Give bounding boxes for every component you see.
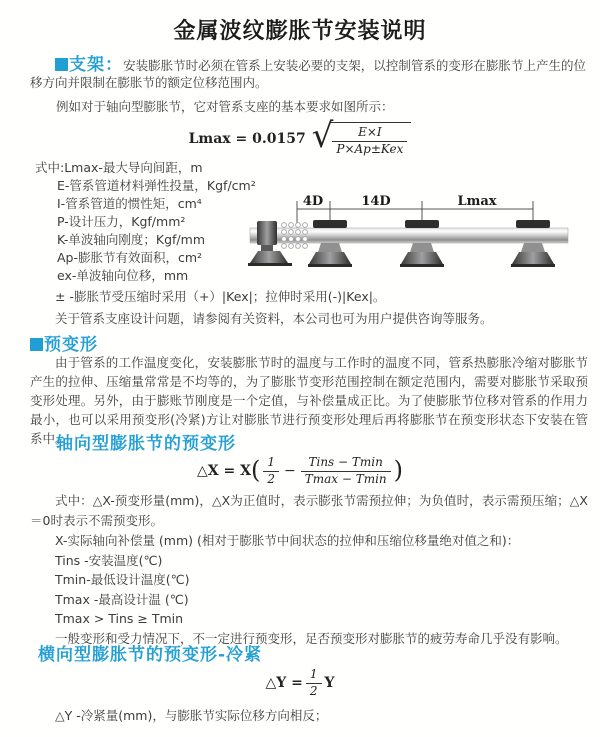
lateral-formula bbox=[0, 668, 600, 699]
definition-list bbox=[35, 159, 256, 285]
predeform-section-heading-row bbox=[30, 330, 98, 355]
support-section-heading: 支架： bbox=[69, 55, 124, 75]
support-intro-text: 安装膨胀节时必须在管系上安装必要的支架，以控制管系的变形在膨胀节上产生的位移方向并限制在膨胀节的额定位移范围内。 bbox=[30, 58, 587, 90]
predeform-section-heading: 预变形 bbox=[44, 335, 98, 355]
pipe-support-diagram bbox=[248, 192, 583, 284]
axial-formula-lhs: △X = X bbox=[196, 463, 251, 480]
page-title: 金属波纹膨胀节安装说明 bbox=[173, 19, 427, 44]
predeform-paragraph: 由于管系的工作温度变化，安装膨胀节时的温度与工作时的温度不同，管系热膨胀冷缩对膨胀节产生的拉伸、压缩量常常是不均等的，为了膨胀节变形范围控制在额定范围内，需要对膨胀节采取预变形处理。另外，由于膨账节刚度是一个定值，与补偿量成正比。为了使膨胀节位移对管系的作用力最小，也可以采用预变形(冷紧)方让对膨胀节进行预变形处理后再将膨胀节在预变形状态下安装在管系中。 bbox=[30, 355, 588, 446]
half-fraction bbox=[263, 456, 279, 487]
close-paren: ) bbox=[393, 456, 404, 485]
minus-sign: − bbox=[283, 463, 296, 480]
guide-support bbox=[308, 220, 352, 267]
axial-explain: 式中：△X-预变形量(mm)，△X为正值时，表示膨张节需预拉伸；为负值时，表示需预压缩；△X＝0时表示不需预变形。 bbox=[30, 493, 588, 528]
radical bbox=[311, 116, 412, 157]
axial-item: X-实际轴向补偿量 (mm) (相对于膨胀节中间状态的拉伸和压缩位移量绝对值之和)： bbox=[55, 533, 520, 548]
consult-note: 关于管系支座设计问题，请参阅有关资料，本公司也可为用户提供咨询等服务。 bbox=[55, 311, 493, 326]
axial-item: Tmin-最低设计温度(℃) bbox=[55, 572, 190, 587]
temp-numerator: Tins − Tmin bbox=[301, 456, 391, 472]
lmax-formula-numerator: E×I bbox=[332, 126, 407, 142]
sign-note: ± -膨胀节受压缩时采用（+）|Kex|；拉伸时采用(-)|Kex|。 bbox=[55, 289, 386, 304]
axial-item: Tmax > Tins ≥ Tmin bbox=[55, 611, 184, 626]
half-numerator: 1 bbox=[263, 456, 279, 472]
dimension-label-4d: 4D bbox=[302, 194, 324, 209]
definition-item: 式中:Lmax-最大导向间距，m bbox=[35, 160, 203, 175]
section-marker-icon bbox=[30, 338, 43, 351]
axial-item-list bbox=[55, 531, 568, 648]
definition-item: ex-单波轴向位移，mm bbox=[57, 268, 189, 283]
definition-item: P-设计压力，Kgf/mm² bbox=[57, 214, 186, 229]
guide-support bbox=[511, 220, 555, 267]
axial-formula bbox=[0, 456, 600, 487]
section-marker-icon bbox=[55, 58, 68, 71]
sqrt-sign: √ bbox=[311, 116, 334, 156]
lateral-subheading: 横向型膨胀节的预变形-冷紧 bbox=[38, 645, 263, 665]
lateral-formula-rhs: Y bbox=[324, 675, 335, 692]
half-denominator: 2 bbox=[309, 683, 318, 698]
half-fraction bbox=[306, 668, 322, 699]
open-paren: ( bbox=[250, 456, 261, 485]
axial-subheading: 轴向型膨胀节的预变形 bbox=[56, 434, 236, 454]
dimension-label-lmax: Lmax bbox=[457, 194, 497, 209]
support-paragraph bbox=[30, 57, 586, 91]
definition-item: E-管系管道材料弹性投量，Kgf/cm² bbox=[57, 178, 256, 193]
definition-item: K-单波轴向刚度；Kgf/mm bbox=[57, 232, 205, 247]
half-numerator: 1 bbox=[306, 668, 322, 684]
support-example-line: 例如对于轴向型膨胀节，它对管系支座的基本要求如图所示： bbox=[56, 99, 394, 114]
lmax-formula bbox=[0, 116, 600, 157]
temp-denominator: Tmax − Tmin bbox=[304, 471, 387, 486]
definition-item: I-管系管道的惯性矩，cm⁴ bbox=[57, 196, 202, 211]
half-denominator: 2 bbox=[267, 471, 275, 486]
dimension-label-14d: 14D bbox=[361, 194, 391, 209]
guide-support bbox=[400, 220, 444, 267]
lmax-formula-lhs: Lmax = 0.0157 bbox=[188, 131, 306, 148]
lateral-note: △Y -冷紧量(mm)，与膨胀节实际位移方向相反； bbox=[55, 708, 328, 723]
axial-item: Tmax -最高设计温 (℃) bbox=[55, 591, 189, 607]
axial-item: Tins -安装温度(℃) bbox=[55, 552, 163, 568]
temperature-fraction bbox=[301, 456, 391, 487]
lateral-formula-lhs: △Y = bbox=[265, 675, 303, 692]
lmax-formula-denominator: P×Ap±Kex bbox=[336, 141, 404, 156]
definition-item: Ap-膨胀节有效面积，cm² bbox=[57, 250, 203, 265]
axial-item: 一般变形和受力情况下，不一定进行预变形，足否预变形对膨胀节的疲劳寿命几乎没有影响。 bbox=[55, 630, 568, 646]
